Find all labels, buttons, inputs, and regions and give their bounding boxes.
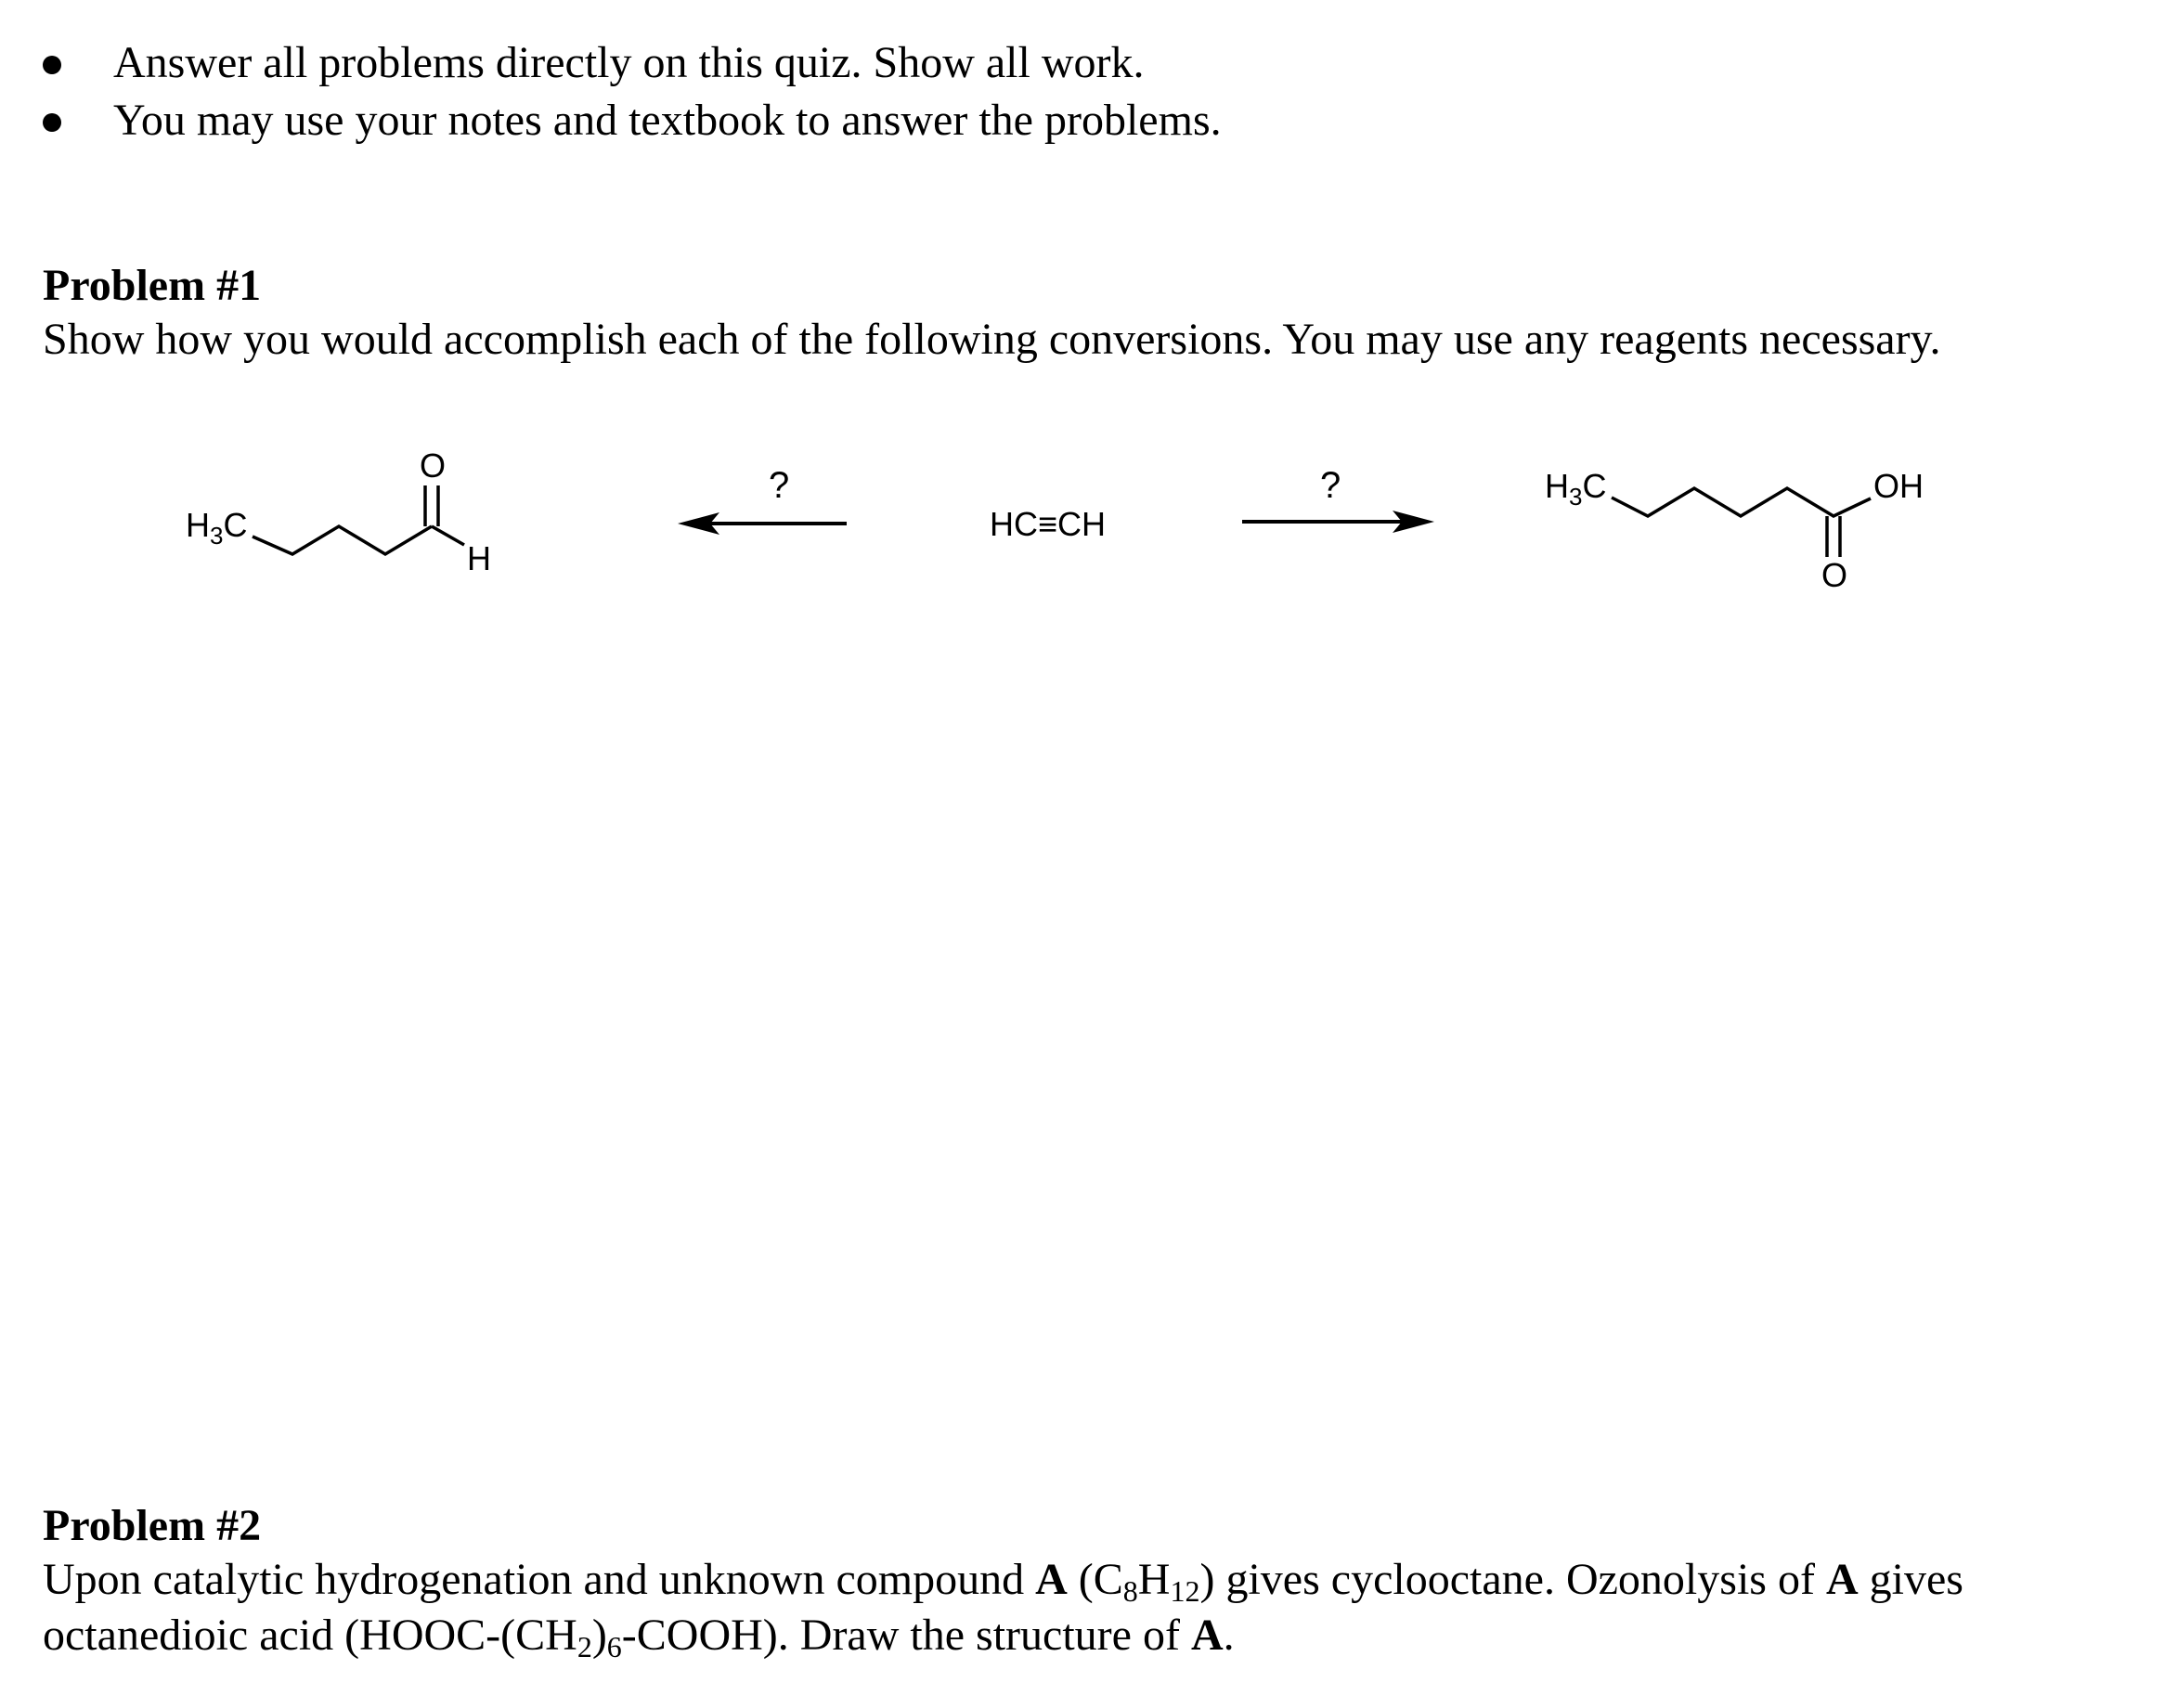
hexanoic-acid-structure xyxy=(1545,467,1924,594)
text-run: -COOH). Draw the structure of xyxy=(621,1611,1191,1660)
text-run: (C xyxy=(1067,1555,1123,1604)
instruction-text: You may use your notes and textbook to answer the problems. xyxy=(113,96,1222,145)
reaction-scheme xyxy=(0,408,2177,631)
right-reaction-arrow xyxy=(1242,465,1434,533)
ch3-label: $H_3C$ xyxy=(186,506,248,550)
subscript: 6 xyxy=(606,1630,622,1663)
left-arrow-label: ? xyxy=(769,465,790,506)
instruction-item xyxy=(37,93,1222,150)
subscript: 2 xyxy=(577,1630,592,1663)
oxygen-label: O xyxy=(1821,556,1848,594)
aldehyde-h-bond xyxy=(432,526,464,545)
pentanal-structure xyxy=(186,446,491,577)
text-run: gives xyxy=(1858,1555,1963,1604)
instruction-item xyxy=(37,35,1222,93)
text-run: . xyxy=(1223,1611,1235,1660)
carbon-chain xyxy=(253,526,432,554)
subscript: 8 xyxy=(1122,1574,1138,1608)
bullet-icon xyxy=(43,113,61,132)
problem-2-line xyxy=(43,1608,2141,1663)
text-run: Upon catalytic hydrogenation and unknown compound xyxy=(43,1555,1036,1604)
compound-label: A xyxy=(1190,1611,1224,1660)
instruction-text: Answer all problems directly on this quiz. Show all work. xyxy=(113,38,1145,87)
acetylene-label: HC≡CH xyxy=(990,505,1106,543)
compound-label: A xyxy=(1825,1555,1859,1604)
right-arrow-label: ? xyxy=(1320,465,1341,506)
ch3-label: $H_3C$ xyxy=(1545,467,1607,511)
problem-2-line xyxy=(43,1552,2141,1608)
carbon-chain xyxy=(1612,488,1871,516)
left-reaction-arrow xyxy=(678,465,847,535)
compound-label: A xyxy=(1035,1555,1068,1604)
text-run: ) gives cyclooctane. Ozonolysis of xyxy=(1199,1555,1826,1604)
text-run: H xyxy=(1137,1555,1171,1604)
subscript: 12 xyxy=(1170,1574,1200,1608)
bullet-icon xyxy=(43,56,61,74)
problem-2-heading: Problem #2 xyxy=(43,1501,262,1550)
text-run: ) xyxy=(591,1611,607,1660)
problem-2-text xyxy=(43,1552,2141,1663)
hydroxyl-label: OH xyxy=(1873,467,1924,505)
instruction-list xyxy=(37,35,1222,150)
hydrogen-label: H xyxy=(467,539,491,577)
problem-1-heading: Problem #1 xyxy=(43,261,262,310)
problem-1-text: Show how you would accomplish each of the following conversions. You may use any reagents necessary. xyxy=(43,315,1941,364)
oxygen-label: O xyxy=(420,446,447,485)
text-run: octanedioic acid (HOOC-(CH xyxy=(43,1611,577,1660)
